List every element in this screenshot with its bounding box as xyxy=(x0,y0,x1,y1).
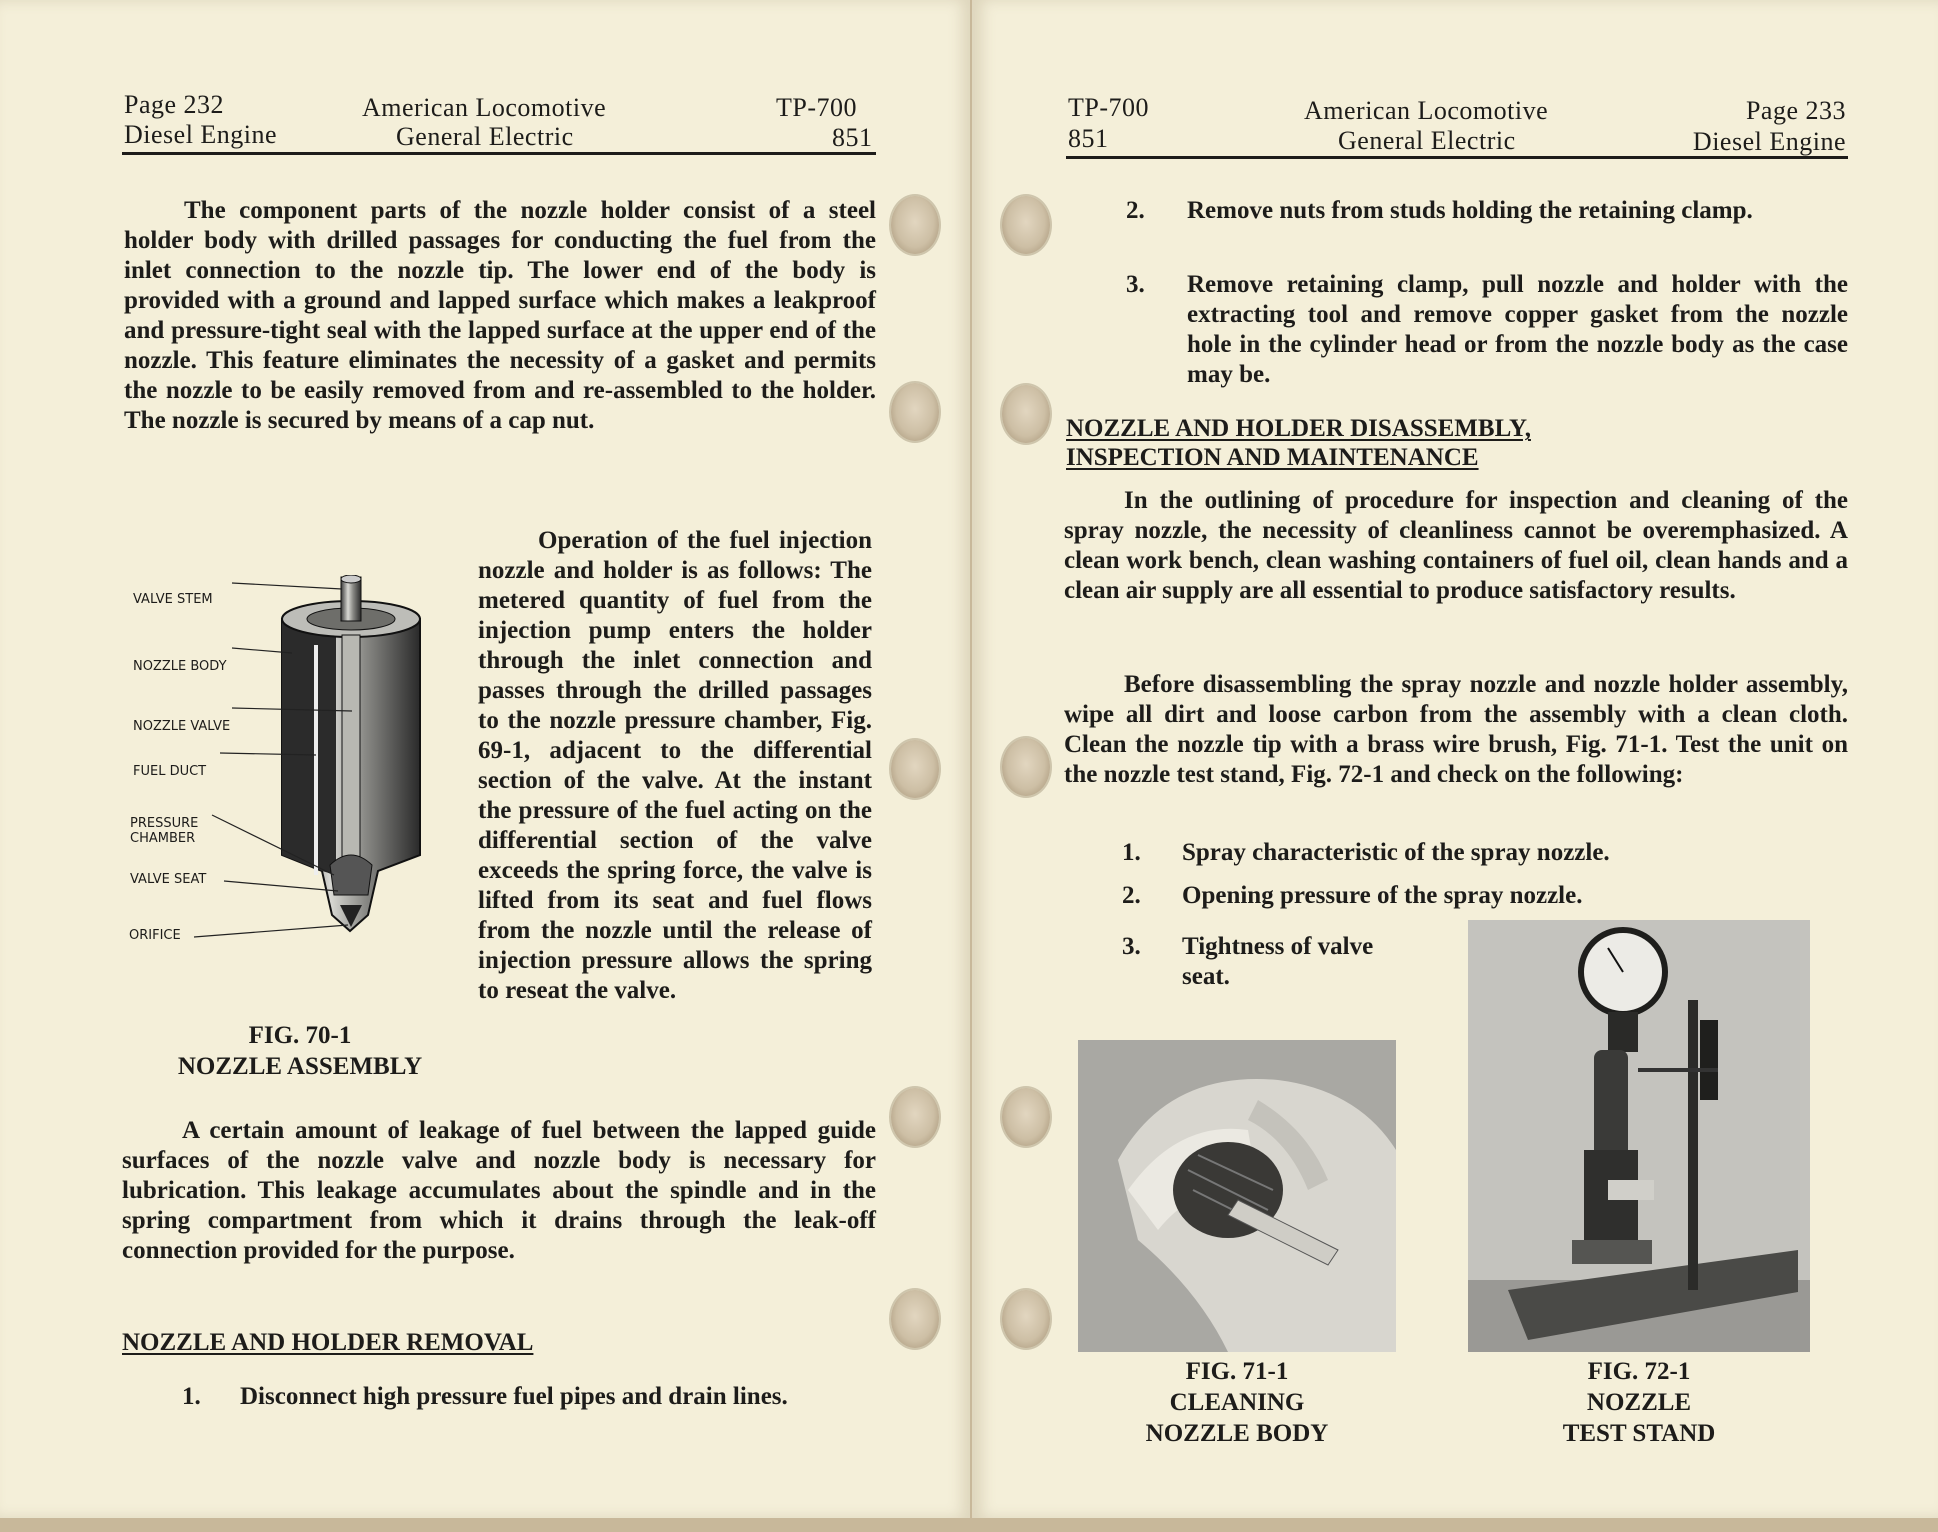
check-text: Opening pressure of the spray nozzle. xyxy=(1182,882,1583,909)
label-nozzle-body: NOZZLE BODY xyxy=(133,659,227,674)
page-number: Page 233 xyxy=(1745,96,1846,125)
hand-brush-icon xyxy=(1078,1040,1396,1352)
doc-code: TP-700 xyxy=(1068,93,1149,122)
company-line2: General Electric xyxy=(1338,126,1516,155)
removal-heading: NOZZLE AND HOLDER REMOVAL xyxy=(122,1329,534,1356)
operation-paragraph: Operation of the fuel injection nozzle and holder is as follows: The metered quantity of fuel from the injection pump enters the holder through the inlet connection and passes through the drilled passages to the nozzle pressure chamber, Fig. 69-1, adjacent to the differential section of the valve. At the instant the pressure of the fuel acting on the differential section of the valve exceeds the spring force, the valve is lifted from its seat and fuel flows from the nozzle until the release of injection pressure allows the spring to reseat the valve. xyxy=(478,527,872,1004)
check-number: 2. xyxy=(1122,882,1141,909)
label-valve-seat: VALVE SEAT xyxy=(130,872,207,887)
check-item xyxy=(1122,838,1848,870)
binder-hole xyxy=(891,1290,939,1348)
binder-hole xyxy=(891,1088,939,1146)
fig70-caption-number: FIG. 70-1 xyxy=(248,1022,352,1049)
intro-paragraph: The component parts of the nozzle holder consist of a steel holder body with drilled passages for conducting the fuel from the inlet connection to the nozzle tip. The lower end of the body is provided with a ground and lapped surface which makes a leakproof and pressure-tight seal with the lapped surface at the upper end of the nozzle. This feature eliminates the necessity of a gasket and permits the nozzle to be easily removed from and re-assembled to the holder. The nozzle is secured by means of a cap nut. xyxy=(124,197,876,434)
page-number: Page 232 xyxy=(124,90,225,119)
fig72-caption-line1: NOZZLE xyxy=(1586,1389,1692,1416)
step-number: 1. xyxy=(182,1383,201,1410)
check-text: Spray characteristic of the spray nozzle. xyxy=(1182,839,1610,866)
label-fuel-duct: FUEL DUCT xyxy=(133,764,207,779)
fig71-caption-line2: NOZZLE BODY xyxy=(1145,1420,1329,1447)
fig71-caption-number: FIG. 71-1 xyxy=(1185,1358,1289,1385)
check-item xyxy=(1122,881,1848,913)
doc-number: 851 xyxy=(1068,124,1109,153)
binder-hole xyxy=(1002,1290,1050,1348)
disassembly-heading: NOZZLE AND HOLDER DISASSEMBLY, xyxy=(1066,415,1531,442)
label-pressure-chamber: PRESSURE CHAMBER xyxy=(130,816,199,846)
binder-hole xyxy=(1002,196,1050,254)
company-line1: American Locomotive xyxy=(362,93,607,122)
doc-code: TP-700 xyxy=(776,93,857,122)
binder-hole xyxy=(1002,385,1050,443)
step-text: Remove retaining clamp, pull nozzle and holder with the extracting tool and remove copper gasket from the nozzle hole in the cylinder head or from the nozzle body as the case may be. xyxy=(1187,271,1848,388)
binder-hole xyxy=(1002,1088,1050,1146)
left-page xyxy=(0,0,970,1518)
engine-title: Diesel Engine xyxy=(1692,127,1846,156)
header-rule xyxy=(1066,156,1848,159)
doc-number: 851 xyxy=(832,123,873,152)
label-orifice: ORIFICE xyxy=(129,928,181,943)
cleaning-photo xyxy=(1078,1040,1396,1352)
disassembly-heading-line2: INSPECTION AND MAINTENANCE xyxy=(1066,444,1479,471)
step-text: Remove nuts from studs holding the retaining clamp. xyxy=(1187,197,1753,224)
fig71-caption-line1: CLEANING xyxy=(1169,1389,1305,1416)
check-item xyxy=(1122,932,1412,994)
check-text: Tightness of valve seat. xyxy=(1182,933,1374,990)
fig72-caption-number: FIG. 72-1 xyxy=(1587,1358,1691,1385)
removal-step xyxy=(1126,270,1848,392)
right-page xyxy=(972,0,1938,1518)
cleanliness-paragraph: In the outlining of procedure for inspection and cleaning of the spray nozzle, the necessity of cleanliness cannot be overemphasized. A clean work bench, clean washing containers of fuel oil, clean hands and a clean air supply are all essential to produce satisfactory results. xyxy=(1064,487,1848,604)
test-stand-photo xyxy=(1468,920,1810,1352)
label-valve-stem: VALVE STEM xyxy=(133,592,213,607)
fig72-caption-line2: TEST STAND xyxy=(1562,1420,1716,1447)
check-number: 3. xyxy=(1122,933,1141,960)
binder-hole xyxy=(891,383,939,441)
before-paragraph: Before disassembling the spray nozzle and nozzle holder assembly, wipe all dirt and loose carbon from the assembly with a clean cloth. Clean the nozzle tip with a brass wire brush, Fig. 71-1. Test the unit on the nozzle test stand, Fig. 72-1 and check on the following: xyxy=(1064,671,1848,788)
binder-hole xyxy=(1002,738,1050,796)
engine-title: Diesel Engine xyxy=(124,120,278,149)
leakage-paragraph: A certain amount of leakage of fuel between the lapped guide surfaces of the nozzle valve and nozzle body is necessary for lubrication. This leakage accumulates about the spindle and in the spring compartment from which it drains through the leak-off connection provided for the purpose. xyxy=(122,1117,876,1264)
header-rule xyxy=(122,152,876,155)
company-line1: American Locomotive xyxy=(1304,96,1549,125)
step-text: Disconnect high pressure fuel pipes and drain lines. xyxy=(240,1383,788,1410)
label-nozzle-valve: NOZZLE VALVE xyxy=(133,719,231,734)
binder-hole xyxy=(891,196,939,254)
check-number: 1. xyxy=(1122,839,1141,866)
fig70-caption-title: NOZZLE ASSEMBLY xyxy=(177,1053,423,1080)
nozzle-assembly-diagram xyxy=(120,575,480,955)
removal-step xyxy=(1126,196,1848,258)
step-number: 3. xyxy=(1126,271,1145,298)
binder-hole xyxy=(891,740,939,798)
removal-step xyxy=(182,1382,876,1444)
test-stand-icon xyxy=(1468,920,1810,1352)
company-line2: General Electric xyxy=(396,122,574,151)
step-number: 2. xyxy=(1126,197,1145,224)
